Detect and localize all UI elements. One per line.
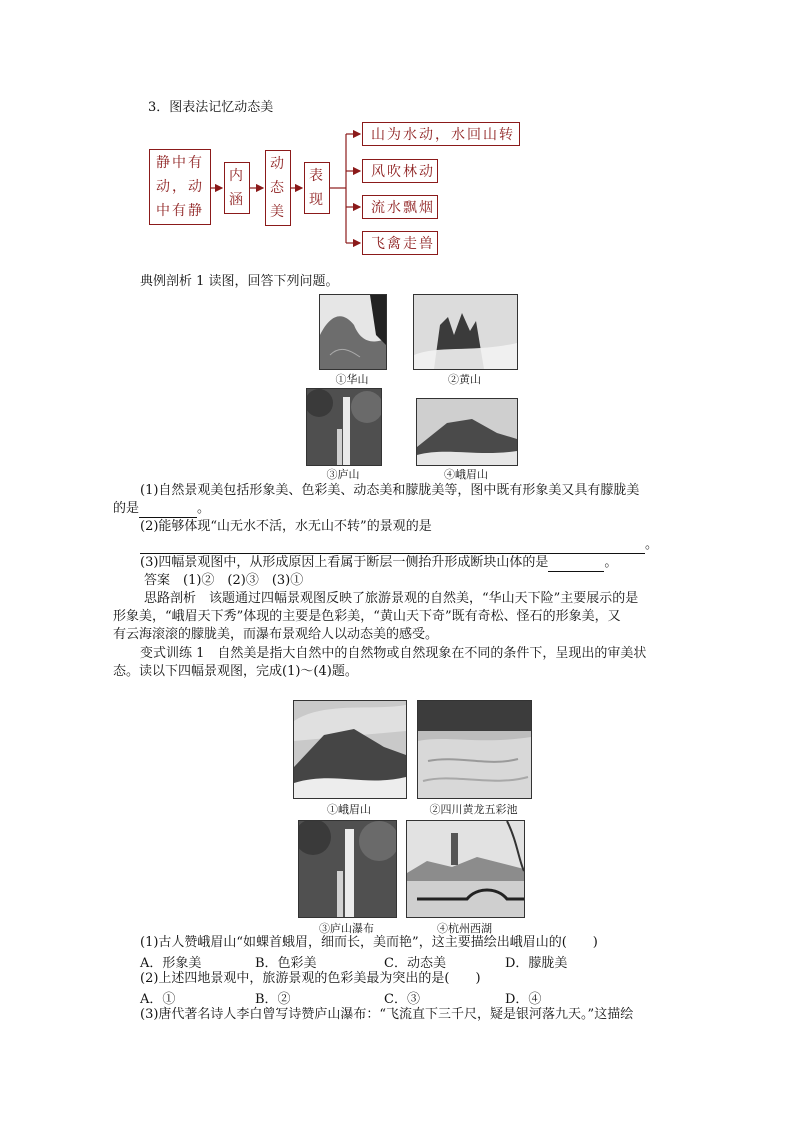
example1-answer: 答案 (1)② (2)③ (3)①	[144, 573, 304, 588]
option-a[interactable]: A．形象美	[140, 956, 202, 971]
answer-blank[interactable]	[139, 503, 197, 518]
answer-blank[interactable]	[140, 539, 645, 554]
example1-analysis-line2: 形象美，“峨眉天下秀”体现的主要是色彩美，“黄山天下奇”既有奇松、怪石的形象美，又	[113, 609, 621, 624]
variant1-q1: (1)古人赞峨眉山“如蜾首蛾眉，细而长，美而艳”，这主要描绘出峨眉山的( )	[140, 935, 598, 950]
diagram-item: 风吹林动	[362, 159, 438, 183]
example1-q1-prefix: 的是	[113, 501, 140, 516]
option-c[interactable]: C．③	[384, 992, 420, 1007]
diagram-express-char: 表	[309, 168, 325, 184]
diagram-left-line: 中有静	[156, 203, 204, 219]
option-d[interactable]: D．④	[505, 992, 542, 1007]
variant1-intro-line2: 态。读以下四幅景观图，完成(1)～(4)题。	[113, 664, 358, 679]
variant1-caption: ①峨眉山	[327, 803, 371, 816]
diagram-express-char: 现	[309, 192, 325, 208]
option-a[interactable]: A．①	[140, 992, 176, 1007]
example1-q3-end: 。	[604, 555, 618, 570]
diagram-meaning-char: 内	[229, 168, 245, 184]
example1-q1-line2	[113, 500, 210, 518]
example1-q2-end: 。	[645, 537, 659, 552]
diagram-connectors	[0, 0, 794, 300]
variant1-caption: ④杭州西湖	[437, 922, 492, 935]
diagram-left-line: 静中有	[156, 155, 204, 171]
example1-q2-line1: (2)能够体现“山无水不活，水无山不转”的景观的是	[140, 519, 432, 534]
answer-blank[interactable]	[548, 557, 604, 572]
variant1-caption: ②四川黄龙五彩池	[429, 803, 518, 816]
example1-caption: ③庐山	[326, 468, 360, 481]
photo-emeishan	[416, 398, 518, 466]
example1-q3-text: (3)四幅景观图中，从形成原因上看属于断层一侧抬升形成断块山体的是	[140, 555, 549, 570]
example1-analysis-line3: 有云海滚滚的朦胧美，而瀑布景观给人以动态美的感受。	[113, 627, 439, 642]
diagram-center-char: 态	[270, 180, 286, 196]
variant1-intro-line1: 变式训练 1 自然美是指大自然中的自然物或自然现象在不同的条件下，呈现出的审美状	[140, 646, 647, 661]
diagram-meaning-char: 涵	[229, 192, 245, 208]
option-c[interactable]: C．动态美	[384, 956, 446, 971]
photo-huanglong	[417, 700, 532, 799]
photo-lushan-waterfall	[298, 820, 397, 918]
photo-emeishan-2	[293, 700, 407, 799]
example1-caption: ②黄山	[448, 373, 481, 386]
diagram-item: 飞禽走兽	[362, 231, 438, 255]
photo-huangshan	[413, 294, 518, 370]
example1-q2-line2	[140, 536, 658, 554]
example1-caption: ④峨眉山	[444, 468, 488, 481]
option-b[interactable]: B．色彩美	[255, 956, 317, 971]
example1-analysis-line1: 思路剖析 该题通过四幅景观图反映了旅游景观的自然美，“华山天下险”主要展示的是	[144, 591, 639, 606]
option-b[interactable]: B．②	[255, 992, 291, 1007]
photo-huashan	[319, 294, 387, 370]
diagram-item: 山为水动，水回山转	[362, 122, 520, 146]
variant1-caption: ③庐山瀑布	[319, 922, 374, 935]
example1-title: 典例剖析 1 读图，回答下列问题。	[140, 274, 339, 289]
diagram-center-char: 美	[270, 204, 286, 220]
photo-lushan	[306, 388, 382, 466]
example1-q3	[140, 554, 617, 572]
photo-west-lake	[406, 820, 525, 918]
example1-q1-end: 。	[197, 501, 211, 516]
section-title: 3．图表法记忆动态美	[148, 100, 274, 115]
option-d[interactable]: D．朦胧美	[505, 956, 568, 971]
diagram-item: 流水飘烟	[362, 195, 438, 219]
variant1-q2: (2)上述四地景观中，旅游景观的色彩美最为突出的是( )	[140, 971, 481, 986]
diagram-center-char: 动	[270, 156, 286, 172]
variant1-q3: (3)唐代著名诗人李白曾写诗赞庐山瀑布：“飞流直下三千尺，疑是银河落九天。”这描绘	[140, 1007, 634, 1022]
example1-q1-line1: (1)自然景观美包括形象美、色彩美、动态美和朦胧美等，图中既有形象美又具有朦胧美	[140, 483, 640, 498]
diagram-left-line: 动，动	[156, 179, 204, 195]
example1-caption: ①华山	[335, 373, 369, 386]
